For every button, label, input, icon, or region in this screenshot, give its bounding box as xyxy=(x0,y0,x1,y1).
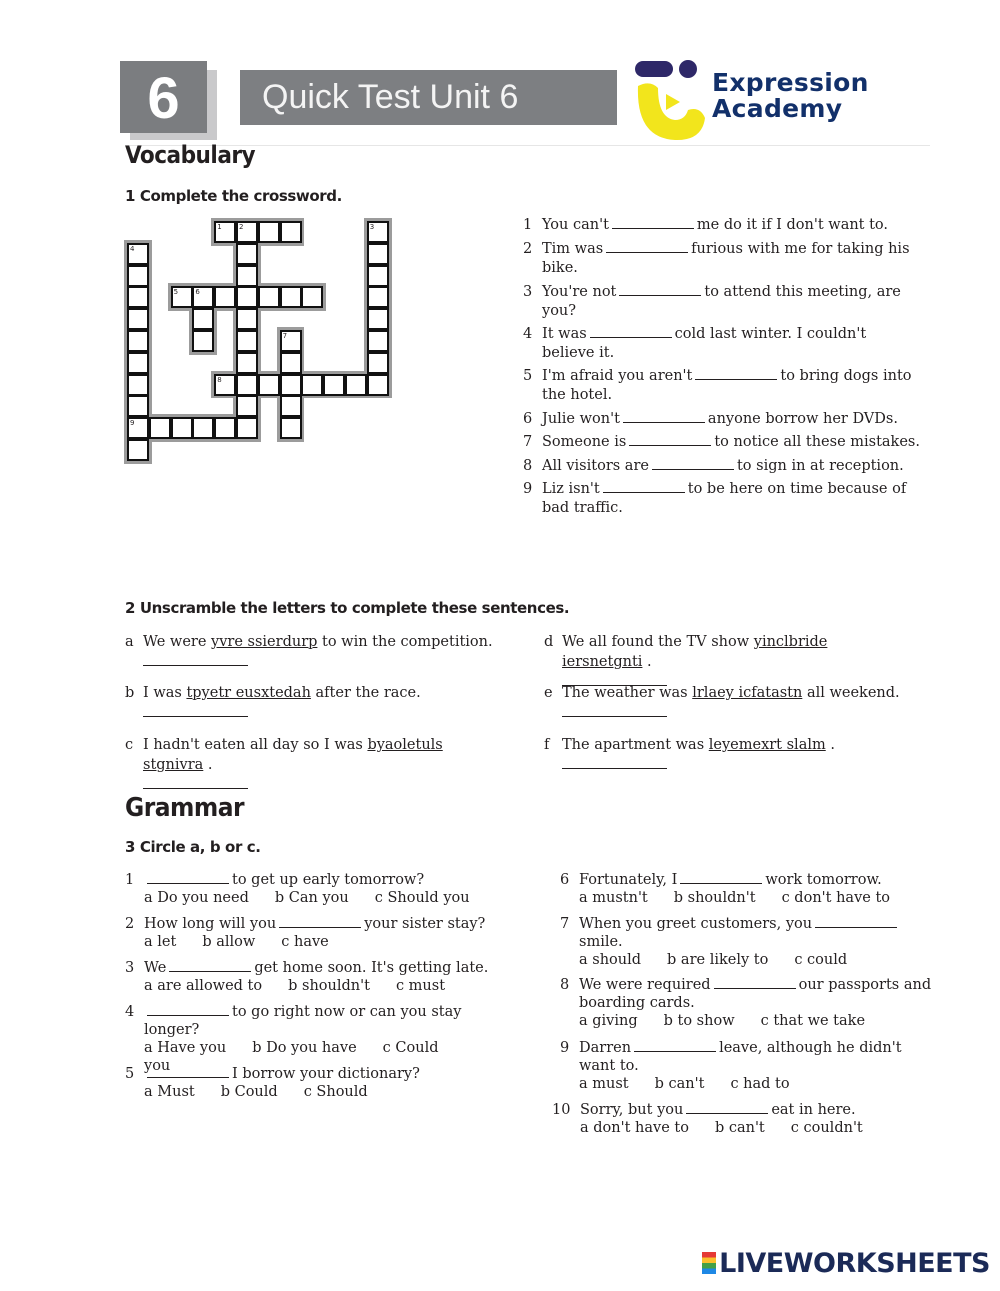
crossword-cell[interactable] xyxy=(127,265,149,287)
crossword-cell[interactable] xyxy=(345,374,367,396)
answer-options xyxy=(579,951,920,969)
answer-option[interactable]: a mustn't xyxy=(579,890,648,906)
crossword-cell[interactable] xyxy=(192,417,214,439)
list-item xyxy=(523,457,923,476)
item-number: 8 xyxy=(560,977,570,993)
answer-option[interactable]: c have xyxy=(281,934,329,950)
item-number: 4 xyxy=(125,1004,135,1020)
item-number: e xyxy=(544,685,553,701)
list-item xyxy=(125,915,505,951)
clue-text-before: Someone is xyxy=(542,434,627,450)
item-number: 7 xyxy=(560,916,570,932)
scrambled-word: tpyetr eusxtedah xyxy=(186,685,311,701)
item-number: a xyxy=(125,634,134,650)
item-number: f xyxy=(544,737,550,753)
list-item xyxy=(125,683,495,723)
answer-blank[interactable] xyxy=(562,704,667,717)
crossword-cell[interactable] xyxy=(301,374,323,396)
crossword-clue-number: 3 xyxy=(369,223,375,231)
crossword-cell[interactable] xyxy=(236,374,258,396)
crossword-cell[interactable] xyxy=(236,352,258,374)
question-before: How long will you xyxy=(144,916,277,932)
clue-text-after: furious with me for taking his bike. xyxy=(542,241,910,276)
question-before: We xyxy=(144,960,167,976)
item-number: 1 xyxy=(523,217,533,233)
question-after: your sister stay? xyxy=(364,916,486,932)
answer-options xyxy=(579,1012,950,1030)
crossword-clue-number: 9 xyxy=(130,419,135,428)
grammar-heading: Grammar xyxy=(125,793,245,823)
answer-option[interactable]: b are likely to xyxy=(667,952,769,968)
clue-text-before: I'm afraid you aren't xyxy=(542,368,693,384)
answer-blank[interactable] xyxy=(612,216,694,229)
answer-options xyxy=(580,1119,932,1137)
answer-option[interactable]: c Should you xyxy=(374,890,470,906)
answer-option[interactable]: a giving xyxy=(579,1013,638,1029)
clue-text-before: Liz isn't xyxy=(542,481,600,497)
question-before: Sorry, but you xyxy=(580,1102,684,1118)
answer-blank[interactable] xyxy=(169,959,251,972)
crossword-cell[interactable] xyxy=(236,417,258,439)
crossword-cell[interactable] xyxy=(236,330,258,352)
crossword-cell[interactable] xyxy=(214,286,236,308)
clue-text-after: to be here on time because of bad traffic. xyxy=(542,481,907,516)
crossword-cell[interactable] xyxy=(192,308,214,330)
sentence-before: The weather was xyxy=(562,685,688,701)
crossword-cell[interactable] xyxy=(367,308,389,330)
list-item xyxy=(523,367,923,405)
answer-options xyxy=(144,889,505,907)
clue-text-before: Julie won't xyxy=(542,411,620,427)
crossword-cell[interactable] xyxy=(236,308,258,330)
answer-blank[interactable] xyxy=(815,915,897,928)
answer-blank[interactable] xyxy=(143,653,248,666)
list-item xyxy=(544,683,924,723)
list-item xyxy=(523,433,923,452)
answer-blank[interactable] xyxy=(634,1039,716,1052)
logo-line1: Expression xyxy=(712,68,869,97)
liveworksheets-logo xyxy=(702,1248,990,1279)
clue-text-before: You're not xyxy=(542,284,617,300)
clue-text-before: You can't xyxy=(542,217,609,233)
liveworksheets-icon xyxy=(702,1252,716,1274)
crossword-cell[interactable] xyxy=(367,330,389,352)
list-item xyxy=(523,216,923,235)
crossword-cell[interactable] xyxy=(214,374,236,396)
sentence-before: I was xyxy=(143,685,182,701)
answer-option[interactable]: c don't have to xyxy=(781,890,891,906)
answer-option[interactable]: a don't have to xyxy=(580,1120,689,1136)
crossword-clue-number: 1 xyxy=(217,223,222,231)
crossword-cell[interactable] xyxy=(236,221,258,243)
question-after: work tomorrow. xyxy=(765,872,882,888)
clue-text-after: to notice all these mistakes. xyxy=(714,434,920,450)
list-item xyxy=(125,1065,505,1101)
clue-text-after: cold last winter. I couldn't believe it. xyxy=(542,326,867,361)
crossword-cell[interactable] xyxy=(367,352,389,374)
answer-blank[interactable] xyxy=(562,756,667,769)
crossword-cell[interactable] xyxy=(301,286,323,308)
answer-options xyxy=(579,1075,930,1093)
answer-blank[interactable] xyxy=(603,480,685,493)
answer-blank[interactable] xyxy=(147,871,229,884)
sentence-after: to win the competition. xyxy=(322,634,493,650)
crossword-cell[interactable] xyxy=(127,395,149,417)
item-number: b xyxy=(125,685,135,701)
crossword-cell[interactable] xyxy=(192,330,214,352)
answer-blank[interactable] xyxy=(143,776,248,789)
crossword-cell[interactable] xyxy=(127,286,149,308)
crossword-cell[interactable] xyxy=(236,265,258,287)
answer-option[interactable]: c must xyxy=(395,978,446,994)
item-number: 9 xyxy=(523,481,533,497)
crossword-cell[interactable] xyxy=(367,221,389,243)
crossword-clue-number: 7 xyxy=(282,332,288,340)
exercise1-title: 1 Complete the crossword. xyxy=(125,187,342,205)
sentence-before: We all found the TV show xyxy=(562,634,750,650)
scrambled-word: leyemexrt slalm xyxy=(708,737,826,753)
crossword-cell[interactable] xyxy=(258,286,280,308)
question-before: When you greet customers, you xyxy=(579,916,813,932)
answer-option[interactable]: b to show xyxy=(663,1013,735,1029)
answer-blank[interactable] xyxy=(147,1065,229,1078)
item-number: 8 xyxy=(523,458,533,474)
clue-text-after: to attend this meeting, are you? xyxy=(542,284,901,319)
item-number: 5 xyxy=(523,368,533,384)
crossword-cell[interactable] xyxy=(280,395,302,417)
list-item xyxy=(560,1039,930,1093)
sentence-after: . xyxy=(647,654,652,670)
answer-blank[interactable] xyxy=(652,457,734,470)
question-after: I borrow your dictionary? xyxy=(232,1066,420,1082)
crossword-cell[interactable] xyxy=(127,417,149,439)
list-item xyxy=(560,976,950,1030)
question-before: We were required xyxy=(579,977,711,993)
answer-options xyxy=(144,933,505,951)
crossword-cell[interactable] xyxy=(236,243,258,265)
crossword-cell[interactable] xyxy=(127,352,149,374)
item-number: 6 xyxy=(523,411,533,427)
crossword-cell[interactable] xyxy=(280,330,302,352)
scrambled-word: lrlaey icfatastn xyxy=(692,685,803,701)
answer-option[interactable]: c couldn't xyxy=(790,1120,863,1136)
answer-blank[interactable] xyxy=(686,1101,768,1114)
answer-blank[interactable] xyxy=(680,871,762,884)
answer-option[interactable]: c Could you xyxy=(144,1040,439,1074)
answer-blank[interactable] xyxy=(279,915,361,928)
crossword-cell[interactable] xyxy=(258,374,280,396)
crossword-cell[interactable] xyxy=(127,308,149,330)
list-item xyxy=(125,632,495,672)
answer-blank[interactable] xyxy=(143,704,248,717)
exercise2-title: 2 Unscramble the letters to complete these sentences. xyxy=(125,599,570,617)
scrambled-word: yinclbride iersnetgnti xyxy=(562,634,828,670)
answer-blank[interactable] xyxy=(623,410,705,423)
item-number: 3 xyxy=(125,960,135,976)
answer-option[interactable]: b shouldn't xyxy=(288,978,370,994)
crossword-clue-number: 4 xyxy=(130,244,135,253)
sentence-after: all weekend. xyxy=(806,685,900,701)
answer-blank[interactable] xyxy=(619,283,701,296)
scrambled-word: byaoletuls stgnivra xyxy=(143,737,443,773)
answer-blank[interactable] xyxy=(606,240,688,253)
question-after: get home soon. It's getting late. xyxy=(254,960,489,976)
crossword-cell[interactable] xyxy=(323,374,345,396)
list-item xyxy=(523,480,923,518)
answer-blank[interactable] xyxy=(714,976,796,989)
list-item xyxy=(523,240,923,278)
crossword-cell[interactable] xyxy=(127,330,149,352)
answer-option[interactable]: b Do you have xyxy=(252,1040,357,1056)
exercise3-title: 3 Circle a, b or c. xyxy=(125,838,261,856)
item-number: 10 xyxy=(552,1102,571,1118)
question-after: eat in here. xyxy=(771,1102,856,1118)
crossword-cell[interactable] xyxy=(236,286,258,308)
crossword-cell[interactable] xyxy=(192,286,214,308)
crossword-cell[interactable] xyxy=(171,286,193,308)
crossword-cell[interactable] xyxy=(127,374,149,396)
answer-blank[interactable] xyxy=(629,433,711,446)
answer-option[interactable]: a Have you xyxy=(144,1040,227,1056)
answer-blank[interactable] xyxy=(695,367,777,380)
crossword-cell[interactable] xyxy=(280,374,302,396)
question-after: our passports and boarding cards. xyxy=(579,977,932,1011)
question-after: leave, although he didn't want to. xyxy=(579,1040,902,1074)
sentence-before: I hadn't eaten all day so I was xyxy=(143,737,363,753)
answer-option[interactable]: a Do you need xyxy=(144,890,249,906)
answer-options xyxy=(144,977,505,995)
question-after: to get up early tomorrow? xyxy=(232,872,425,888)
crossword-cell[interactable] xyxy=(280,352,302,374)
list-item xyxy=(560,915,920,969)
list-item xyxy=(125,871,505,907)
question-before: Darren xyxy=(579,1040,632,1056)
logo-line2: Academy xyxy=(712,94,843,123)
answer-options xyxy=(579,889,920,907)
list-item xyxy=(544,735,924,775)
answer-blank[interactable] xyxy=(147,1003,229,1016)
answer-option[interactable]: b can't xyxy=(654,1076,705,1092)
list-item xyxy=(125,735,465,795)
list-item xyxy=(523,410,923,429)
crossword-clue-number: 5 xyxy=(173,288,179,297)
answer-option[interactable]: b allow xyxy=(202,934,256,950)
vocabulary-heading: Vocabulary xyxy=(125,141,256,169)
sentence-after: . xyxy=(207,757,213,773)
crossword-cell[interactable] xyxy=(214,221,236,243)
answer-option[interactable]: b can't xyxy=(714,1120,765,1136)
scrambled-word: yvre ssierdurp xyxy=(211,634,318,650)
sentence-before: We were xyxy=(143,634,207,650)
crossword-cell[interactable] xyxy=(214,417,236,439)
item-number: 9 xyxy=(560,1040,570,1056)
clue-text-after: to bring dogs into the hotel. xyxy=(542,368,912,403)
crossword-cell[interactable] xyxy=(127,439,149,461)
logo-text xyxy=(712,70,869,122)
item-number: 5 xyxy=(125,1066,135,1082)
question-before: Fortunately, I xyxy=(579,872,678,888)
crossword-cell[interactable] xyxy=(171,417,193,439)
list-item xyxy=(125,959,505,995)
crossword-cell[interactable] xyxy=(280,417,302,439)
answer-option[interactable]: a let xyxy=(144,934,177,950)
answer-option[interactable]: c that we take xyxy=(760,1013,866,1029)
sentence-after: . xyxy=(830,737,835,753)
item-number: 3 xyxy=(523,284,533,300)
item-number: 4 xyxy=(523,326,533,342)
unit-number-badge: 6 xyxy=(120,61,207,133)
crossword-cell[interactable] xyxy=(258,221,280,243)
clue-text-before: Tim was xyxy=(542,241,604,257)
crossword-cell[interactable] xyxy=(149,417,171,439)
crossword-clue-number: 6 xyxy=(195,288,200,297)
item-number: 7 xyxy=(523,434,533,450)
answer-option[interactable]: c could xyxy=(794,952,848,968)
list-item xyxy=(523,283,923,321)
crossword-cell[interactable] xyxy=(280,221,302,243)
crossword-cell[interactable] xyxy=(367,243,389,265)
answer-option[interactable]: b Could xyxy=(220,1084,278,1100)
answer-option[interactable]: c Should xyxy=(303,1084,368,1100)
item-number: 6 xyxy=(560,872,570,888)
clue-text-before: It was xyxy=(542,326,587,342)
item-number: 1 xyxy=(125,872,135,888)
crossword-clue-number: 2 xyxy=(239,223,244,231)
crossword-cell[interactable] xyxy=(236,395,258,417)
answer-option[interactable]: a must xyxy=(579,1076,629,1092)
clue-text-after: to sign in at reception. xyxy=(736,458,904,474)
clue-text-before: All visitors are xyxy=(542,458,649,474)
liveworksheets-brand: LIVEWORKSHEETS xyxy=(719,1248,990,1279)
crossword-cell[interactable] xyxy=(127,243,149,265)
crossword-cell[interactable] xyxy=(367,286,389,308)
question-after: smile. xyxy=(579,934,623,950)
list-item xyxy=(523,325,923,363)
list-item xyxy=(552,1101,932,1137)
sentence-after: after the race. xyxy=(315,685,421,701)
item-number: 2 xyxy=(523,241,533,257)
answer-option[interactable]: a Must xyxy=(144,1084,195,1100)
item-number: 2 xyxy=(125,916,135,932)
answer-option[interactable]: b Can you xyxy=(274,890,349,906)
answer-options xyxy=(144,1083,505,1101)
page-title: Quick Test Unit 6 xyxy=(240,70,617,125)
answer-option[interactable]: a are allowed to xyxy=(144,978,263,994)
question-after: to go right now or can you stay longer? xyxy=(144,1004,462,1038)
answer-option[interactable]: a should xyxy=(579,952,642,968)
answer-option[interactable]: b shouldn't xyxy=(673,890,756,906)
crossword-clue-number: 8 xyxy=(217,375,222,384)
crossword-cell[interactable] xyxy=(280,286,302,308)
crossword-cell[interactable] xyxy=(367,265,389,287)
answer-blank[interactable] xyxy=(590,325,672,338)
clue-text-after: anyone borrow her DVDs. xyxy=(707,411,898,427)
sentence-before: The apartment was xyxy=(562,737,705,753)
crossword-cell[interactable] xyxy=(367,374,389,396)
list-item xyxy=(560,871,920,907)
answer-option[interactable]: c had to xyxy=(730,1076,790,1092)
item-number: d xyxy=(544,634,554,650)
item-number: c xyxy=(125,737,134,753)
clue-text-after: me do it if I don't want to. xyxy=(696,217,889,233)
